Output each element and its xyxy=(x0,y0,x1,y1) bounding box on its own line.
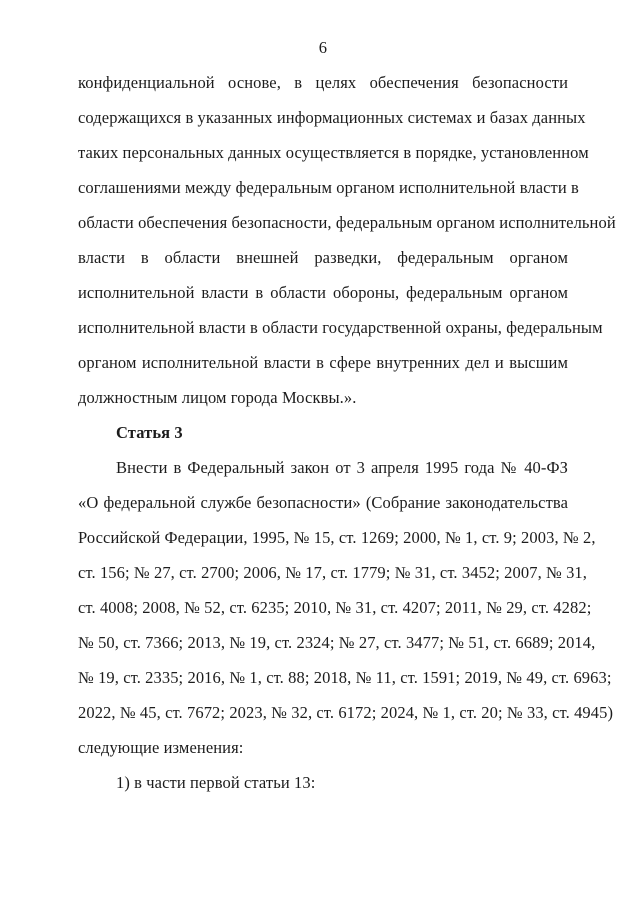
paragraph-continuation xyxy=(78,65,616,415)
text-line: ст. 4008; 2008, № 52, ст. 6235; 2010, № 31, ст. 4207; 2011, № 29, ст. 4282; xyxy=(78,598,592,617)
text-line: таких персональных данных осуществляется в порядке, установленном xyxy=(78,143,589,162)
text-line: 1) в части первой статьи 13: xyxy=(116,773,316,792)
text-line: органом исполнительной власти в сфере внутренних дел и высшим xyxy=(78,353,568,372)
text-line: следующие изменения: xyxy=(78,738,244,757)
document-body xyxy=(78,65,616,800)
text-line: ст. 156; № 27, ст. 2700; 2006, № 17, ст. 1779; № 31, ст. 3452; 2007, № 31, xyxy=(78,563,588,582)
text-line: «О федеральной службе безопасности» (Собрание законодательства xyxy=(78,493,568,512)
text-line: соглашениями между федеральным органом исполнительной власти в xyxy=(78,178,579,197)
text-line: конфиденциальной основе, в целях обеспечения безопасности xyxy=(78,73,568,92)
text-line: 2022, № 45, ст. 7672; 2023, № 32, ст. 6172; 2024, № 1, ст. 20; № 33, ст. 4945) xyxy=(78,703,614,722)
text-line: власти в области внешней разведки, федеральным органом xyxy=(78,248,568,267)
text-line: № 19, ст. 2335; 2016, № 1, ст. 88; 2018, № 11, ст. 1591; 2019, № 49, ст. 6963; xyxy=(78,668,612,687)
text-line: исполнительной власти в области обороны, федеральным органом xyxy=(78,283,568,302)
article-heading: Статья 3 xyxy=(116,423,183,442)
text-line: области обеспечения безопасности, федеральным органом исполнительной xyxy=(78,213,616,232)
text-line: Российской Федерации, 1995, № 15, ст. 1269; 2000, № 1, ст. 9; 2003, № 2, xyxy=(78,528,596,547)
text-line: должностным лицом города Москвы.». xyxy=(78,388,357,407)
page-number: 6 xyxy=(318,38,328,57)
paragraph-item-1 xyxy=(78,765,568,800)
text-line: исполнительной власти в области государственной охраны, федеральным xyxy=(78,318,603,337)
text-line: Внести в Федеральный закон от 3 апреля 1995 года № 40-ФЗ xyxy=(116,458,568,477)
text-line: № 50, ст. 7366; 2013, № 19, ст. 2324; № 27, ст. 3477; № 51, ст. 6689; 2014, xyxy=(78,633,596,652)
article-heading-block xyxy=(78,415,568,450)
text-line: содержащихся в указанных информационных системах и базах данных xyxy=(78,108,586,127)
paragraph-amendment-intro xyxy=(78,450,614,765)
